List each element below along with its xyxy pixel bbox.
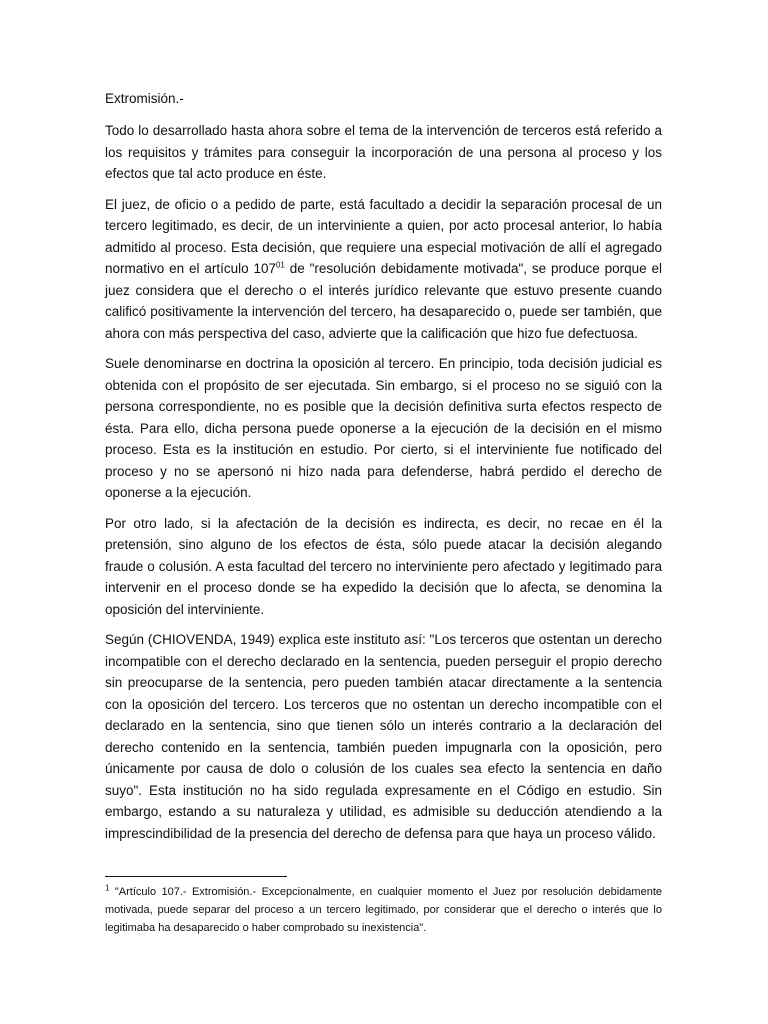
paragraph-2: [105, 194, 662, 345]
paragraph-2-text-after: de "resolución debidamente motivada", se produce porque el juez considera que el derecho o el interés jurídico relevante que estuvo presente cuando calificó positivamente la intervención del tercero, ha desaparecido o, puede ser también, que ahora con más perspectiva del caso, advierte que la calificación que hizo fue defectuosa.: [105, 261, 662, 341]
paragraph-5: Según (CHIOVENDA, 1949) explica este instituto así: "Los terceros que ostentan un derecho incompatible con el derecho declarado en la sentencia, pueden perseguir el propio derecho sin preocuparse de la sentencia, pero pueden también atacar directamente a la sentencia con la oposición del tercero. Los terceros que no ostentan un derecho incompatible con el declarado en la sentencia, sino que tienen sólo un interés contrario a la declaración del derecho contenido en la sentencia, también pueden impugnarla con la oposición, pero únicamente por causa de dolo o colusión de los cuales sea efecto la sentencia en daño suyo". Esta institución no ha sido regulada expresamente en el Código en estudio. Sin embargo, estando a su naturaleza y utilidad, es admisible su deducción atendiendo a la imprescindibilidad de la presencia del derecho de defensa para que haya un proceso válido.: [105, 632, 662, 841]
footnote-text: "Artículo 107.- Extromisión.- Excepcionalmente, en cualquier momento el Juez por resolución debidamente motivada, puede separar del proceso a un tercero legitimado, por considerar que el derecho o interés que lo legitimaba ha desaparecido o haber comprobado su inexistencia".: [105, 886, 662, 934]
footnote-number: 1: [105, 883, 110, 893]
paragraph-3: Suele denominarse en doctrina la oposición al tercero. En principio, toda decisión judicial es obtenida con el propósito de ser ejecutada. Sin embargo, si el proceso no se siguió con la persona correspondiente, no es posible que la decisión definitiva surta efectos respecto de ésta. Para ello, dicha persona puede oponerse a la ejecución de la decisión en el mismo proceso. Esta es la institución en estudio. Por cierto, si el interviniente fue notificado del proceso y no se apersonó ni hizo nada para defenderse, habrá perdido el derecho de oponerse a la ejecución.: [105, 356, 662, 500]
paragraph-2-text-before: El juez, de oficio o a pedido de parte, está facultado a decidir la separación procesal de un tercero legitimado, es decir, de un interviniente a quien, por acto procesal anterior, lo había admitido al proceso. Esta decisión, que requiere una especial motivación de allí el agregado normativo en el artículo 107: [105, 196, 662, 276]
footnote-area: [105, 876, 662, 937]
footnote: [105, 883, 662, 937]
section-heading: Extromisión.-: [105, 91, 184, 106]
footnote-separator: [105, 876, 287, 877]
document-body: [105, 88, 662, 853]
footnote-reference: 01: [275, 260, 285, 270]
paragraph-4: Por otro lado, si la afectación de la decisión es indirecta, es decir, no recae en él la pretensión, sino alguno de los efectos de ésta, sólo puede atacar la decisión alegando fraude o colusión. A esta facultad del tercero no interviniente pero afectado y legitimado para intervenir en el proceso donde se ha expedido la decisión que lo afecta, se denomina la oposición del interviniente.: [105, 515, 662, 617]
paragraph-1: Todo lo desarrollado hasta ahora sobre el tema de la intervención de terceros está referido a los requisitos y trámites para conseguir la incorporación de una persona al proceso y los efectos que tal acto produce en éste.: [105, 123, 662, 181]
